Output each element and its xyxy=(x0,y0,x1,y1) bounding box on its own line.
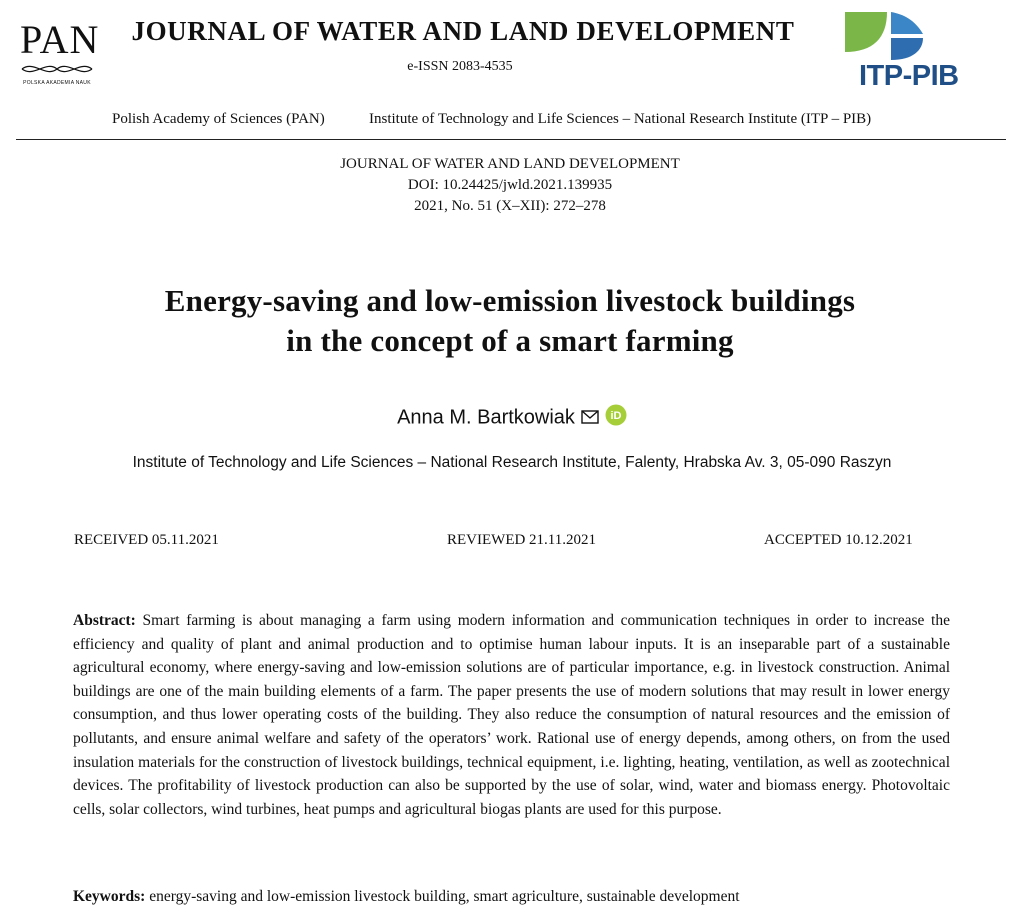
article-title-line-2: in the concept of a smart farming xyxy=(286,323,734,358)
date-received: RECEIVED 05.11.2021 xyxy=(74,532,219,548)
pan-logo xyxy=(16,14,98,88)
author-name: Anna M. Bartkowiak xyxy=(397,406,575,429)
itp-pib-logo-text: ITP-PIB xyxy=(859,60,959,92)
itp-pib-logo xyxy=(843,8,1013,94)
pan-logo-caption: POLSKA AKADEMIA NAUK xyxy=(23,80,91,86)
author-affiliation: Institute of Technology and Life Sciences – National Research Institute, Falenty, Hrabska Av. 3, 05-090 Raszyn xyxy=(132,454,892,471)
date-reviewed: REVIEWED 21.11.2021 xyxy=(447,532,597,548)
article-title-line-1: Energy-saving and low-emission livestock buildings xyxy=(164,283,856,318)
meta-issue: 2021, No. 51 (X–XII): 272–278 xyxy=(414,198,606,214)
author-row xyxy=(300,404,724,432)
pan-logo-letters: PAN xyxy=(20,17,100,62)
leaf-icon xyxy=(843,8,1013,64)
eissn: e-ISSN 2083-4535 xyxy=(407,59,513,74)
publisher-itp: Institute of Technology and Life Sciences – National Research Institute (ITP – PIB) xyxy=(369,111,872,127)
keywords-label: Keywords: xyxy=(73,888,146,905)
abstract-text: Smart farming is about managing a farm using modern information and communication techniques in order to increase the efficiency and quality of plant and animal production and to optimise human labour inputs. It is an inseparable part of a sustainable agricultural economy, where energy-saving and low-emission solutions are of particular importance, e.g. in livestock construction. Animal buildings are one of the main building elements of a farm. The paper presents the use of modern solutions that may result in lower energy consumption, and thus lower operating costs of the building. They also reduce the consumption of natural resources and the emission of pollutants, and ensure animal welfare and safety of the operators’ work. Rational use of energy depends, among others, on from the used insulation materials for the construction of livestock buildings, technical equipment, i.e. lighting, heating, ventilation, as well as zootechnical devices. The profitability of livestock production can also be supported by the use of solar, wind, water and biomass energy. Photovoltaic cells, solar collectors, wind turbines, heat pumps and agricultural biogas plants are used for this purpose. xyxy=(73,612,950,818)
header-divider xyxy=(16,139,1006,140)
publisher-pan: Polish Academy of Sciences (PAN) xyxy=(112,111,325,127)
meta-doi[interactable]: DOI: 10.24425/jwld.2021.139935 xyxy=(407,177,613,193)
email-icon[interactable] xyxy=(581,407,599,430)
pan-swirl-icon xyxy=(18,60,96,78)
abstract-label: Abstract: xyxy=(73,612,136,629)
date-accepted: ACCEPTED 10.12.2021 xyxy=(764,532,913,548)
svg-text:iD: iD xyxy=(610,410,622,422)
abstract xyxy=(73,609,950,821)
meta-journal: JOURNAL OF WATER AND LAND DEVELOPMENT xyxy=(340,156,680,172)
keywords-text: energy-saving and low-emission livestock building, smart agriculture, sustainable development xyxy=(149,888,740,905)
journal-title: JOURNAL OF WATER AND LAND DEVELOPMENT xyxy=(131,16,795,46)
keywords xyxy=(73,888,950,906)
orcid-icon[interactable] xyxy=(605,404,627,432)
